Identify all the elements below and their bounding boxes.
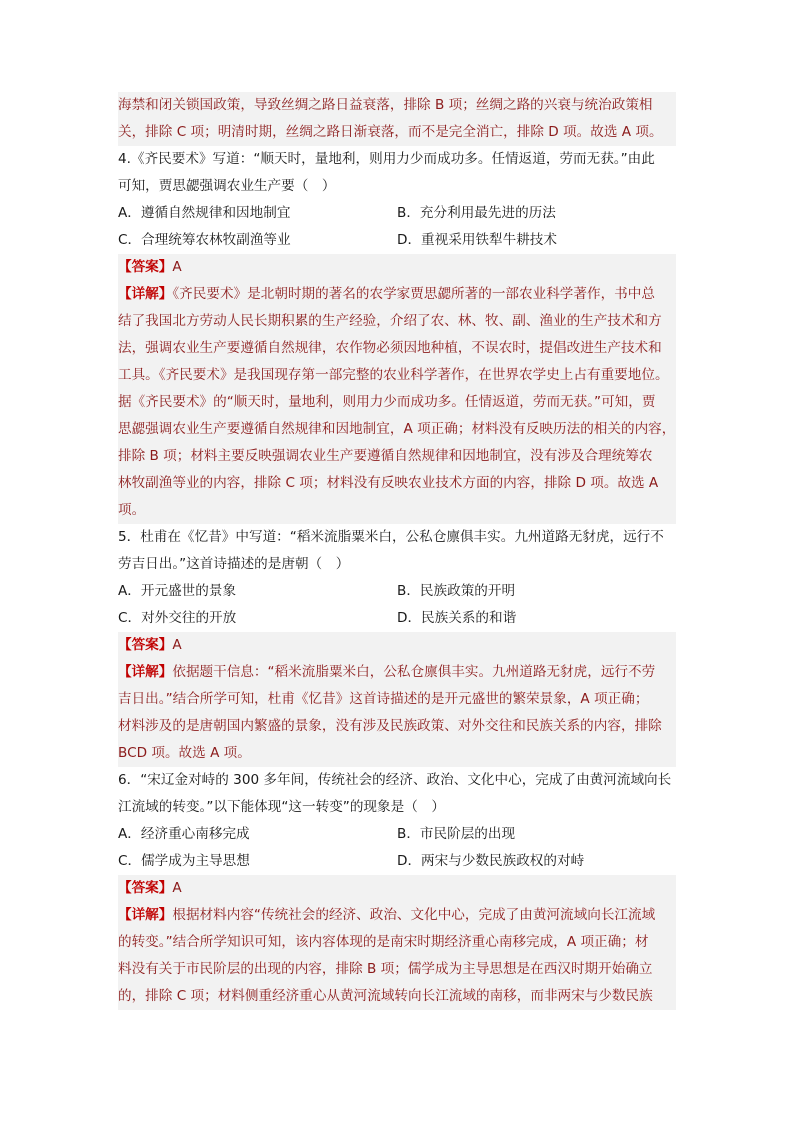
- answer-block-5: [118, 632, 676, 767]
- option-b: B．充分利用最先进的历法: [397, 205, 556, 221]
- option-b: B．市民阶层的出现: [397, 826, 516, 842]
- detail-line: 思勰强调农业生产要遵循自然规律和因地制宜，A 项正确；材料没有反映历法的相关的内容，: [118, 421, 676, 437]
- detail-line: 吉日出。”结合所学可知，杜甫《忆昔》这首诗描述的是开元盛世的繁荣景象，A 项正确；: [118, 691, 649, 707]
- options-row: [118, 227, 676, 254]
- detail-line: 法，强调农业生产要遵循自然规律，农作物必须因地种植，不误农时，提倡改进生产技术和: [118, 340, 662, 356]
- question-stem-line: 5．杜甫在《忆昔》中写道：“稻米流脂粟米白，公私仓廪俱丰实。九州道路无豺虎，远行不: [118, 529, 664, 545]
- answer-value: A: [172, 637, 182, 653]
- option-d: D．两宋与少数民族政权的对峙: [397, 853, 585, 869]
- explanation-line: 关，排除 C 项；明清时期，丝绸之路日渐衰落，而不是完全消亡，排除 D 项。故选 A 项。: [118, 124, 663, 140]
- detail-tag: 【详解】: [118, 664, 173, 680]
- detail-line: 料没有关于市民阶层的出现的内容，排除 B 项；儒学成为主导思想是在西汉时期开始确立: [118, 961, 653, 977]
- detail-line: 结了我国北方劳动人民长期积累的生产经验，介绍了农、林、牧、副、渔业的生产技术和方: [118, 313, 662, 329]
- detail-line: [118, 281, 676, 308]
- answer-line: [118, 254, 676, 281]
- answer-line: [118, 875, 676, 902]
- question-stem-line: 劳吉日出。”这首诗描述的是唐朝（ ）: [118, 556, 350, 572]
- answer-tag: 【答案】: [118, 637, 173, 653]
- option-a: A．开元盛世的景象: [118, 583, 237, 599]
- answer-block-6: [118, 875, 676, 1010]
- detail-line: 的转变。”结合所学知识可知，该内容体现的是南宋时期经济重心南移完成，A 项正确；材: [118, 934, 649, 950]
- options-row: [118, 578, 676, 605]
- question-stem-line: 可知，贾思勰强调农业生产要（ ）: [118, 178, 336, 194]
- options-row: [118, 200, 676, 227]
- option-a: A．遵循自然规律和因地制宜: [118, 205, 291, 221]
- question-6: [118, 767, 676, 875]
- detail-line: 排除 B 项；材料主要反映强调农业生产要遵循自然规律和因地制宜，没有涉及合理统筹农: [118, 448, 653, 464]
- explanation-line: 海禁和闭关锁国政策，导致丝绸之路日益衰落，排除 B 项；丝绸之路的兴衰与统治政策相: [118, 97, 653, 113]
- options-row: [118, 605, 676, 632]
- option-c: C．对外交往的开放: [118, 610, 237, 626]
- answer-value: A: [172, 880, 182, 896]
- document-page: [118, 92, 676, 1010]
- question-stem-line: 江流域的转变。”以下能体现“这一转变”的现象是（ ）: [118, 799, 445, 815]
- detail-line: 据《齐民要术》的“顺天时，量地利，则用力少而成功多。任情返道，劳而无获。”可知，贾: [118, 394, 656, 410]
- detail-text: 依据题干信息：“稻米流脂粟米白，公私仓廪俱丰实。九州道路无豺虎，远行不劳: [172, 664, 656, 680]
- answer-block-4: [118, 254, 676, 524]
- question-stem-line: 6．“宋辽金对峙的 300 多年间，传统社会的经济、政治、文化中心，完成了由黄河流域向长: [118, 772, 672, 788]
- options-row: [118, 848, 676, 875]
- option-b: B．民族政策的开明: [397, 583, 516, 599]
- detail-text: 根据材料内容“传统社会的经济、政治、文化中心，完成了由黄河流域向长江流域: [172, 907, 656, 923]
- answer-line: [118, 632, 676, 659]
- detail-line: 林牧副渔等业的内容，排除 C 项；材料没有反映农业技术方面的内容，排除 D 项。故选 A: [118, 475, 659, 491]
- detail-line: [118, 659, 676, 686]
- option-c: C．儒学成为主导思想: [118, 853, 250, 869]
- answer-tag: 【答案】: [118, 259, 173, 275]
- detail-line: 材料涉及的是唐朝国内繁盛的景象，没有涉及民族政策、对外交往和民族关系的内容，排除: [118, 718, 662, 734]
- detail-line: BCD 项。故选 A 项。: [118, 745, 251, 761]
- answer-tag: 【答案】: [118, 880, 173, 896]
- detail-tag: 【详解】: [118, 907, 173, 923]
- prev-explanation-block: [118, 92, 676, 146]
- detail-line: 项。: [118, 502, 146, 518]
- options-row: [118, 821, 676, 848]
- question-stem-line: 4.《齐民要术》写道：“顺天时，量地利，则用力少而成功多。任情返道，劳而无获。”由此: [118, 151, 655, 167]
- detail-tag: 【详解】: [118, 286, 173, 302]
- detail-text: 《齐民要术》是北朝时期的著名的农学家贾思勰所著的一部农业科学著作，书中总: [172, 286, 655, 302]
- detail-line: 工具。《齐民要术》是我国现存第一部完整的农业科学著作，在世界农学史上占有重要地位。: [118, 367, 669, 383]
- detail-line: 的，排除 C 项；材料侧重经济重心从黄河流域转向长江流域的南移，而非两宋与少数民族: [118, 988, 653, 1004]
- option-d: D．民族关系的和谐: [397, 610, 517, 626]
- answer-value: A: [172, 259, 182, 275]
- option-c: C．合理统筹农林牧副渔等业: [118, 232, 291, 248]
- question-5: [118, 524, 676, 632]
- question-4: [118, 146, 676, 254]
- option-d: D．重视采用铁犁牛耕技术: [397, 232, 557, 248]
- detail-line: [118, 902, 676, 929]
- option-a: A．经济重心南移完成: [118, 826, 250, 842]
